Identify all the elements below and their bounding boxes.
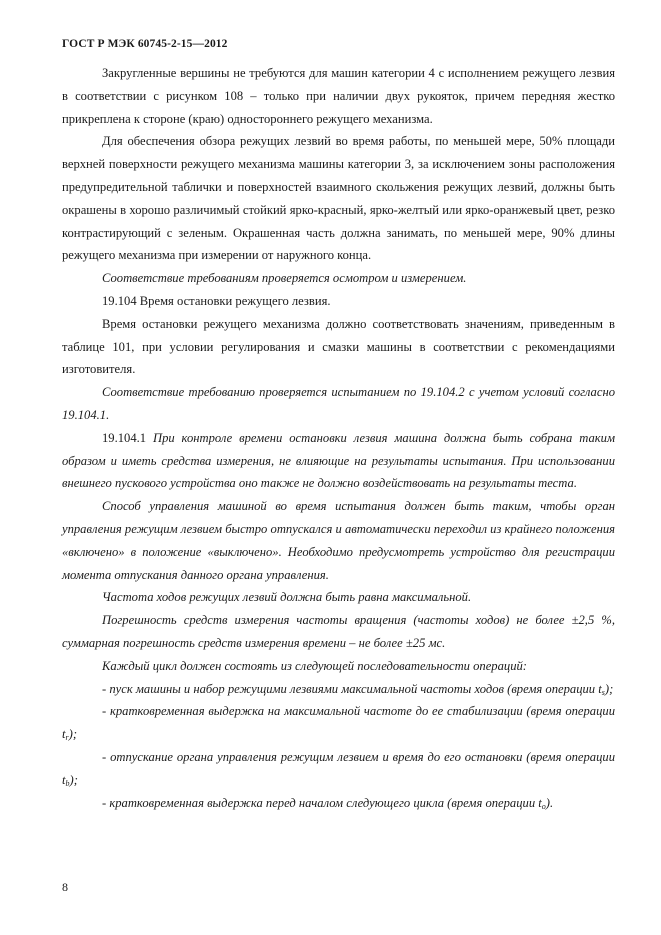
paragraph-measurement-error: Погрешность средств измерения частоты вращения (частоты ходов) не более ±2,5 %, суммарная погрешность средств измерения времени – не более ±25 мс. xyxy=(62,613,615,650)
standard-header: ГОСТ Р МЭК 60745-2-15—2012 xyxy=(62,38,228,50)
list-item-hold: - кратковременная выдержка на максимальной частоте до ее стабилизации (время операции $t_r$); xyxy=(62,704,615,743)
page-number: 8 xyxy=(62,880,68,894)
paragraph-blade-visibility: Для обеспечения обзора режущих лезвий во время работы, по меньшей мере, 50% площади верхней поверхности режущего механизма машины категории 3, за исключением зоны расположения предупредительной таблички и поверхностей взаимного скольжения режущих лезвий, должны быть окрашены в хорошо различимый стойкий ярко-красный, ярко-желтый или ярко-оранжевый цвет, резко контрастирующий с зеленым. Окрашенная часть должна занимать, по меньшей мере, 90% длины режущего механизма при измерении от наружного конца. xyxy=(62,134,615,263)
paragraph-cycle-intro: Каждый цикл должен состоять из следующей последовательности операций: xyxy=(102,658,527,673)
body-text xyxy=(62,62,615,814)
list-item-release: - отпускание органа управления режущим лезвием и время до его остановки (время операции $t_b$); xyxy=(62,749,615,788)
paragraph-rounded-tips: Закругленные вершины не требуются для машин категории 4 с исполнением режущего лезвия в соответствии с рисунком 108 – только при наличии двух рукояток, причем передняя жестко прикреплена к стороне (краю) одностороннего режущего механизма. xyxy=(62,66,615,126)
section-heading-19-104: 19.104 Время остановки режущего лезвия. xyxy=(102,293,331,308)
clause-text: При контроле времени остановки лезвия машина должна быть собрана таким образом и иметь средства измерения, не влияющие на результаты испытания. При использовании внешнего пускового устройства оно также не должно воздействовать на результаты теста. xyxy=(62,430,615,491)
paragraph-compliance-test: Соответствие требованию проверяется испытанием по 19.104.2 с учетом условий согласно 19.104.1. xyxy=(62,385,615,422)
list-item-pause: - кратковременная выдержка перед началом следующего цикла (время операции $t_o$). xyxy=(102,795,554,811)
paragraph-control-method: Способ управления машиной во время испытания должен быть таким, чтобы орган управления режущим лезвием быстро отпускался и автоматически переходил из крайнего положения «включено» в положение «выключено». Необходимо предусмотреть устройство для регистрации момента отпускания данного органа управления. xyxy=(62,499,615,582)
paragraph-stop-time: Время остановки режущего механизма должно соответствовать значениям, приведенным в таблице 101, при условии регулирования и смазки машины в соответствии с рекомендациями изготовителя. xyxy=(62,316,615,377)
clause-number: 19.104.1 xyxy=(102,430,153,445)
paragraph-19-104-1 xyxy=(62,427,615,495)
paragraph-stroke-rate: Частота ходов режущих лезвий должна быть равна максимальной. xyxy=(102,590,472,605)
list-item-start: - пуск машины и набор режущими лезвиями максимальной частоты ходов (время операции $t_s$); xyxy=(102,681,614,697)
paragraph-compliance-inspection: Соответствие требованиям проверяется осмотром и измерением. xyxy=(102,271,467,286)
